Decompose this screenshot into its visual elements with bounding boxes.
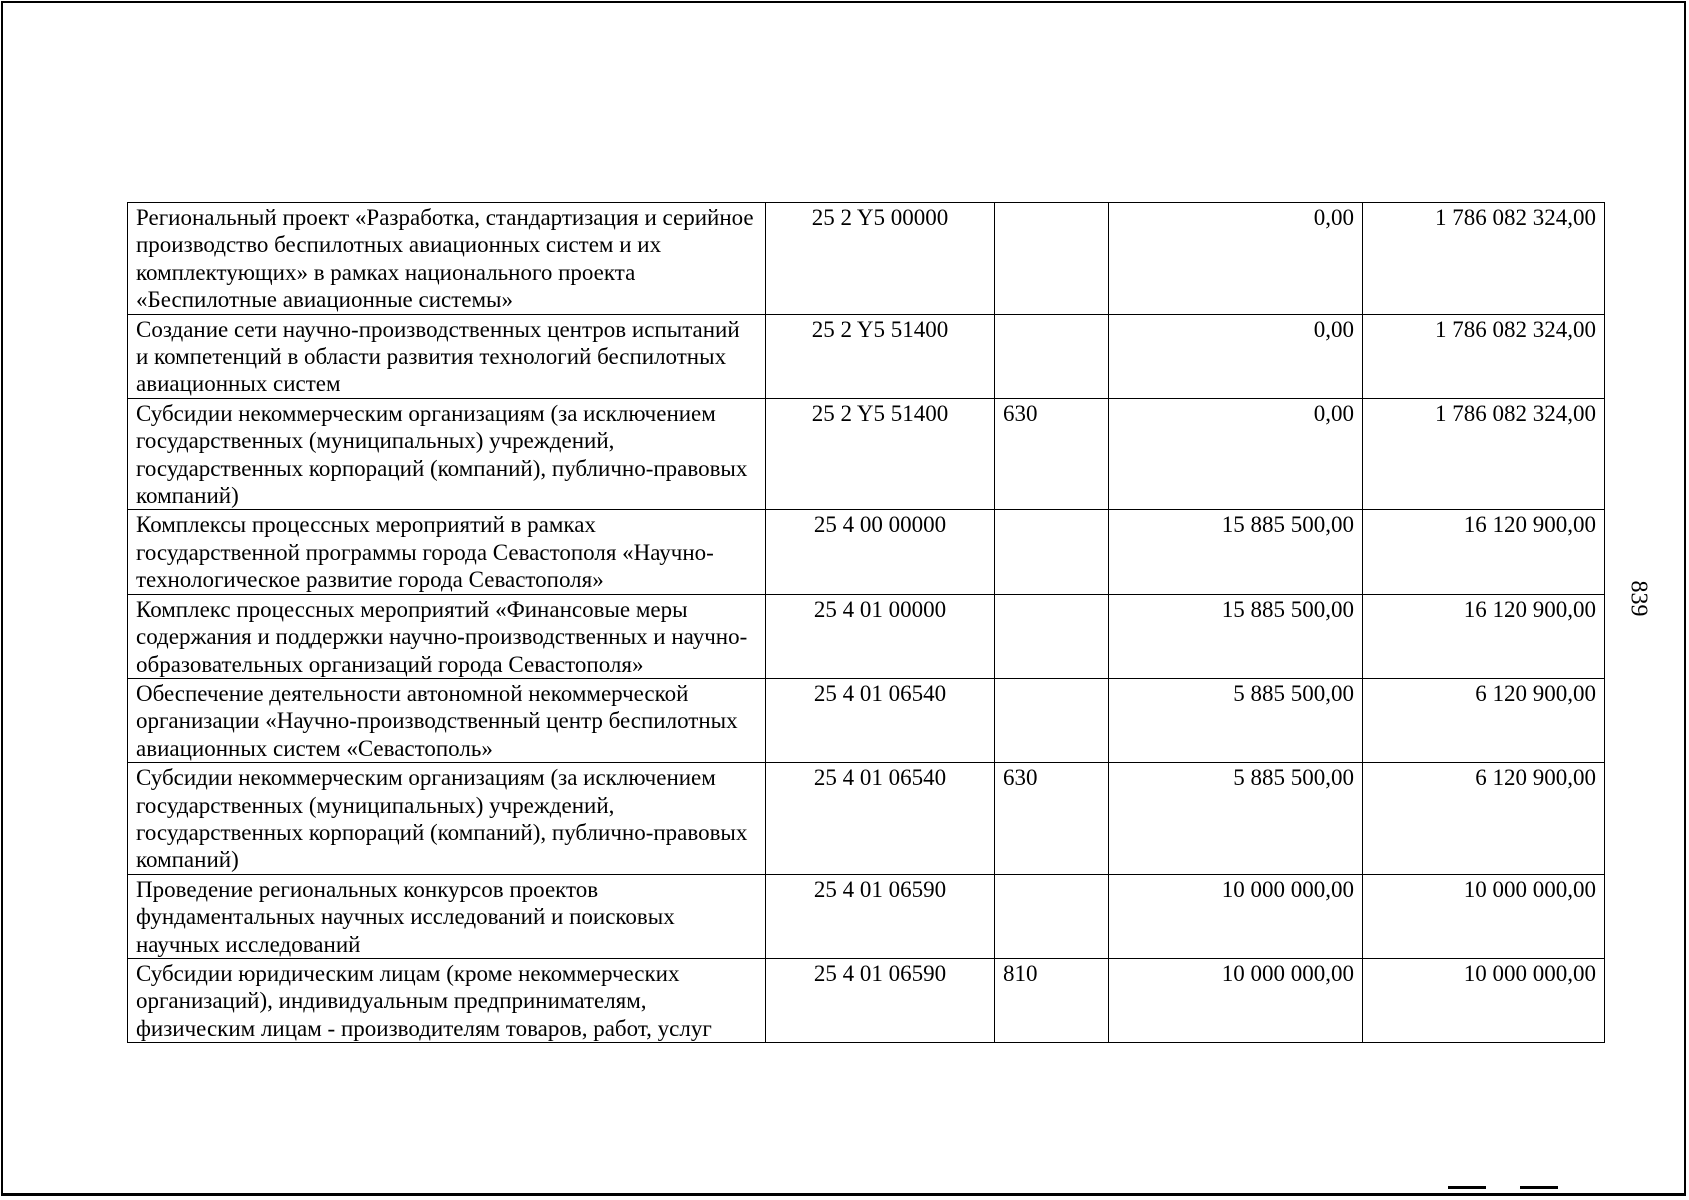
table-row <box>128 314 1605 398</box>
row-amount-2-cell: 1 786 082 324,00 <box>1363 314 1605 398</box>
row-name-cell: Создание сети научно-производственных центров испытаний и компетенций в области развития технологий беспилотных авиационных систем <box>128 314 766 398</box>
table-row <box>128 203 1605 315</box>
budget-table <box>127 202 1605 1043</box>
row-expense-type-cell: 630 <box>995 398 1109 510</box>
scan-mark <box>1520 1186 1558 1189</box>
row-name-cell: Проведение региональных конкурсов проектов фундаментальных научных исследований и поисковых научных исследований <box>128 874 766 958</box>
row-code-cell: 25 4 01 00000 <box>766 594 995 678</box>
row-expense-type-cell <box>995 594 1109 678</box>
row-code-cell: 25 2 Y5 51400 <box>766 398 995 510</box>
row-amount-2-cell: 16 120 900,00 <box>1363 510 1605 594</box>
row-amount-1-cell: 5 885 500,00 <box>1109 763 1363 875</box>
scan-mark <box>1448 1186 1486 1189</box>
row-name-cell: Региональный проект «Разработка, стандартизация и серийное производство беспилотных авиационных систем и их комплектующих» в рамках национального проекта «Беспилотные авиационные системы» <box>128 203 766 315</box>
row-amount-2-cell: 1 786 082 324,00 <box>1363 398 1605 510</box>
row-expense-type-cell <box>995 203 1109 315</box>
table-row <box>128 678 1605 762</box>
row-code-cell: 25 4 01 06590 <box>766 874 995 958</box>
row-amount-1-cell: 0,00 <box>1109 398 1363 510</box>
row-amount-2-cell: 16 120 900,00 <box>1363 594 1605 678</box>
page-number: 839 <box>1625 580 1652 617</box>
row-amount-1-cell: 15 885 500,00 <box>1109 594 1363 678</box>
row-amount-1-cell: 10 000 000,00 <box>1109 958 1363 1042</box>
table-row <box>128 510 1605 594</box>
row-expense-type-cell <box>995 874 1109 958</box>
row-expense-type-cell <box>995 314 1109 398</box>
row-code-cell: 25 4 00 00000 <box>766 510 995 594</box>
row-code-cell: 25 4 01 06590 <box>766 958 995 1042</box>
row-expense-type-cell <box>995 510 1109 594</box>
row-name-cell: Субсидии юридическим лицам (кроме некоммерческих организаций), индивидуальным предпринимателям, физическим лицам - производителям товаров, работ, услуг <box>128 958 766 1042</box>
row-name-cell: Обеспечение деятельности автономной некоммерческой организации «Научно-производственный центр беспилотных авиационных систем «Севастополь» <box>128 678 766 762</box>
table-row <box>128 594 1605 678</box>
row-name-cell: Комплекс процессных мероприятий «Финансовые меры содержания и поддержки научно-производственных и научно-образовательных организаций города Севастополя» <box>128 594 766 678</box>
row-amount-2-cell: 1 786 082 324,00 <box>1363 203 1605 315</box>
row-amount-2-cell: 10 000 000,00 <box>1363 874 1605 958</box>
table-row <box>128 398 1605 510</box>
row-amount-2-cell: 6 120 900,00 <box>1363 678 1605 762</box>
table-row <box>128 874 1605 958</box>
row-code-cell: 25 2 Y5 00000 <box>766 203 995 315</box>
row-name-cell: Субсидии некоммерческим организациям (за исключением государственных (муниципальных) учреждений, государственных корпораций (компаний), публично-правовых компаний) <box>128 763 766 875</box>
row-amount-1-cell: 0,00 <box>1109 314 1363 398</box>
row-amount-2-cell: 10 000 000,00 <box>1363 958 1605 1042</box>
row-code-cell: 25 4 01 06540 <box>766 763 995 875</box>
row-name-cell: Комплексы процессных мероприятий в рамках государственной программы города Севастополя «Научно-технологическое развитие города Севастополя» <box>128 510 766 594</box>
row-expense-type-cell: 810 <box>995 958 1109 1042</box>
row-amount-2-cell: 6 120 900,00 <box>1363 763 1605 875</box>
row-amount-1-cell: 5 885 500,00 <box>1109 678 1363 762</box>
row-name-cell: Субсидии некоммерческим организациям (за исключением государственных (муниципальных) учреждений, государственных корпораций (компаний), публично-правовых компаний) <box>128 398 766 510</box>
table-row <box>128 958 1605 1042</box>
row-expense-type-cell <box>995 678 1109 762</box>
table-row <box>128 763 1605 875</box>
row-expense-type-cell: 630 <box>995 763 1109 875</box>
row-amount-1-cell: 10 000 000,00 <box>1109 874 1363 958</box>
row-amount-1-cell: 0,00 <box>1109 203 1363 315</box>
row-amount-1-cell: 15 885 500,00 <box>1109 510 1363 594</box>
row-code-cell: 25 2 Y5 51400 <box>766 314 995 398</box>
row-code-cell: 25 4 01 06540 <box>766 678 995 762</box>
